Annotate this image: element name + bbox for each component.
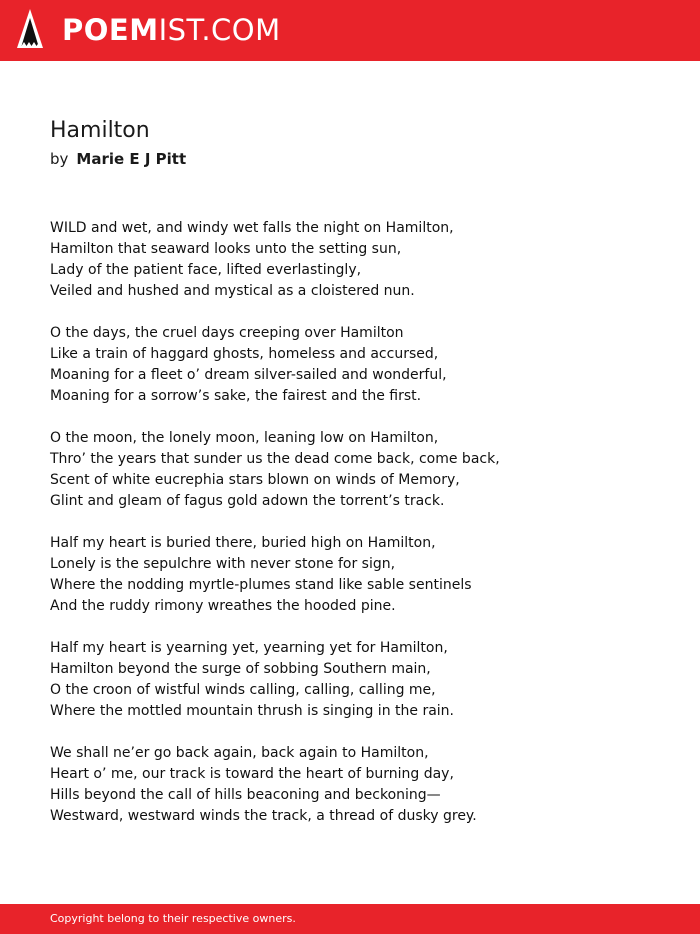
poem-line: We shall ne’er go back again, back again to Hamilton, bbox=[50, 745, 429, 761]
stanza-1 bbox=[50, 218, 670, 302]
stanza-4 bbox=[50, 533, 670, 617]
poem-line: Veiled and hushed and mystical as a cloistered nun. bbox=[50, 283, 415, 299]
poem-line: Half my heart is yearning yet, yearning yet for Hamilton, bbox=[50, 640, 448, 656]
poem-line: Heart o’ me, our track is toward the heart of burning day, bbox=[50, 766, 454, 782]
stanza-6 bbox=[50, 743, 670, 827]
poem-line: Glint and gleam of fagus gold adown the torrent’s track. bbox=[50, 493, 445, 509]
poem-line: Hamilton that seaward looks unto the setting sun, bbox=[50, 241, 402, 257]
poem-line: Half my heart is buried there, buried high on Hamilton, bbox=[50, 535, 436, 551]
poem-line: Scent of white eucrephia stars blown on winds of Memory, bbox=[50, 472, 460, 488]
poem-line: Westward, westward winds the track, a thread of dusky grey. bbox=[50, 808, 477, 824]
site-logo[interactable] bbox=[16, 8, 281, 52]
poem-line: Moaning for a fleet o’ dream silver-sailed and wonderful, bbox=[50, 367, 447, 383]
poem-line: Where the nodding myrtle-plumes stand like sable sentinels bbox=[50, 577, 472, 593]
poem-line: Where the mottled mountain thrush is singing in the rain. bbox=[50, 703, 454, 719]
poem-title: Hamilton bbox=[50, 118, 150, 143]
poem-line: Hills beyond the call of hills beaconing and beckoning— bbox=[50, 787, 441, 803]
poem-line: Lonely is the sepulchre with never stone for sign, bbox=[50, 556, 396, 572]
by-label: by bbox=[50, 150, 69, 168]
stanza-2 bbox=[50, 323, 670, 407]
byline bbox=[50, 148, 186, 170]
poem-line: And the ruddy rimony wreathes the hooded pine. bbox=[50, 598, 396, 614]
stanza-3 bbox=[50, 428, 670, 512]
poem-body bbox=[50, 218, 670, 848]
logo-text-bold: POEM bbox=[62, 13, 159, 47]
poem-line: WILD and wet, and windy wet falls the night on Hamilton, bbox=[50, 220, 454, 236]
poem-line: Hamilton beyond the surge of sobbing Southern main, bbox=[50, 661, 431, 677]
site-logo-text bbox=[62, 8, 281, 52]
poem-line: O the moon, the lonely moon, leaning low on Hamilton, bbox=[50, 430, 439, 446]
poem-line: Lady of the patient face, lifted everlastingly, bbox=[50, 262, 362, 278]
author-name: Marie E J Pitt bbox=[76, 150, 187, 168]
poem-line: Like a train of haggard ghosts, homeless and accursed, bbox=[50, 346, 439, 362]
site-footer bbox=[0, 904, 700, 934]
poem-line: O the days, the cruel days creeping over Hamilton bbox=[50, 325, 404, 341]
logo-text-light: IST.COM bbox=[158, 13, 281, 47]
copyright-notice: Copyright belong to their respective owners. bbox=[50, 912, 296, 925]
poem-line: Thro’ the years that sunder us the dead come back, come back, bbox=[50, 451, 500, 467]
pencil-tip-icon bbox=[16, 8, 44, 52]
poem-line: Moaning for a sorrow’s sake, the fairest and the first. bbox=[50, 388, 422, 404]
site-header bbox=[0, 0, 700, 61]
poem-line: O the croon of wistful winds calling, calling, calling me, bbox=[50, 682, 436, 698]
poem-heading bbox=[50, 116, 186, 170]
stanza-5 bbox=[50, 638, 670, 722]
